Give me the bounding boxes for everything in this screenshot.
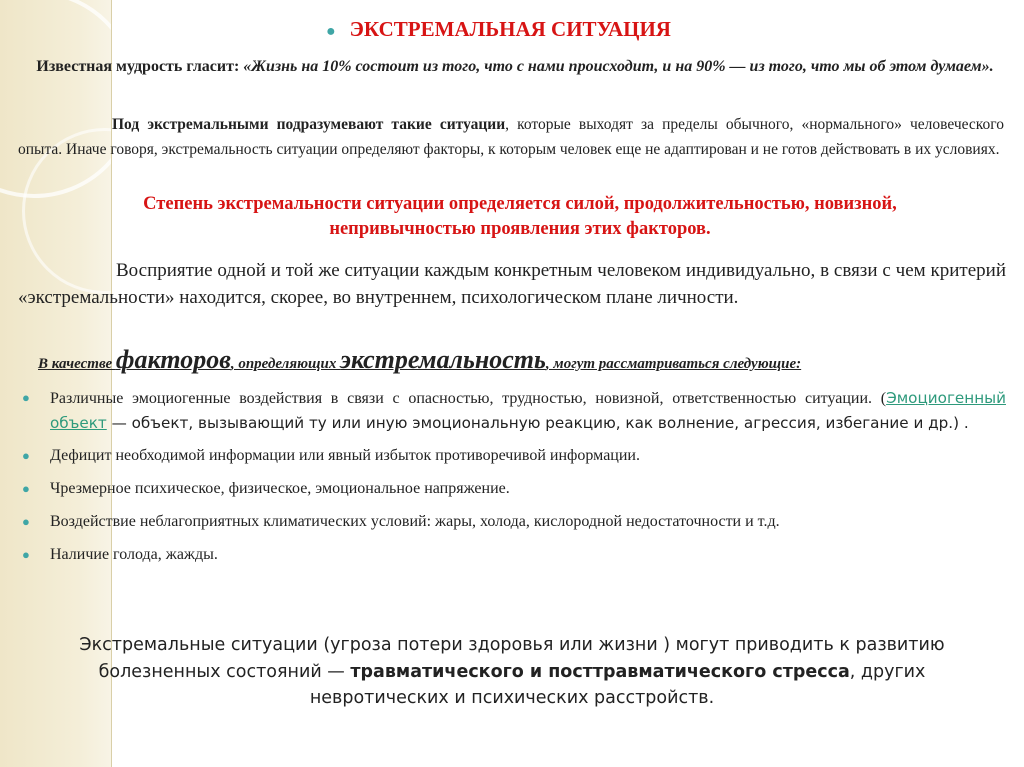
list-item: ● Чрезмерное психическое, физическое, эмоциональное напряжение.	[22, 477, 1006, 501]
bullet-icon: ●	[22, 448, 30, 463]
factors-word: факторов	[115, 345, 231, 374]
emotiogenic-object-link[interactable]: Эмоциогенный объект	[50, 389, 1006, 432]
bullet-icon: ●	[22, 481, 30, 496]
quote-lead: Известная мудрость гласит:	[36, 58, 240, 75]
conclusion-bold: травматического и посттравматического стресса	[350, 661, 850, 682]
quote-text: «Жизнь на 10% состоит из того, что с нами происходит, и на 90% — из того, что мы об этом думаем».	[243, 58, 994, 75]
extremality-word: экстремальность	[340, 345, 546, 374]
definition-bold: Под экстремальными подразумевают такие ситуации	[112, 116, 506, 133]
list-item: ● Дефицит необходимой информации или явный избыток противоречивой информации.	[22, 444, 1006, 468]
perception-paragraph: Восприятие одной и той же ситуации каждым конкретным человеком индивидуально, в связи с чем критерий «экстремальности» находится, скорее, во внутреннем, психологическом плане личности.	[18, 260, 1006, 308]
slide-title: ● ЭКСТРЕМАЛЬНАЯ СИТУАЦИЯ	[326, 17, 671, 41]
list-item: ● Различные эмоциогенные воздействия в связи с опасностью, трудностью, новизной, ответственностью ситуации. (Эмоциогенный объект — объект, вызывающий ту или иную эмоциональную реакцию, как волнение, агрессия, избегание и др.) .	[22, 386, 1006, 436]
degree-statement: Степень экстремальности ситуации определяется силой, продолжительностью, новизной, непривычностью проявления этих факторов.	[143, 194, 897, 239]
bullet-icon: ●	[326, 23, 336, 40]
factors-list	[22, 386, 1006, 567]
quote-paragraph	[22, 55, 1008, 78]
list-item: ● Воздействие неблагоприятных климатических условий: жары, холода, кислородной недостаточности и т.д.	[22, 510, 1006, 534]
definition-paragraph	[18, 112, 1004, 162]
factors-heading: В качестве факторов, определяющих экстремальность, могут рассматриваться следующие:	[38, 345, 802, 374]
bullet-icon: ●	[22, 547, 30, 562]
bullet-icon: ●	[22, 390, 30, 405]
definition-rest: , которые выходят за пределы обычного, «нормального» человеческого опыта. Иначе говоря, экстремальность ситуации определяют факторы, к которым человек еще не адаптирован и не готов действовать в их условиях.	[18, 116, 1004, 158]
list-item: ● Наличие голода, жажды.	[22, 543, 1006, 567]
conclusion-paragraph: Экстремальные ситуации (угроза потери здоровья или жизни ) могут приводить к развитию болезненных состояний — травматического и посттравматического стресса, других невротических и психических расстройств.	[79, 635, 945, 708]
bullet-icon: ●	[22, 514, 30, 529]
